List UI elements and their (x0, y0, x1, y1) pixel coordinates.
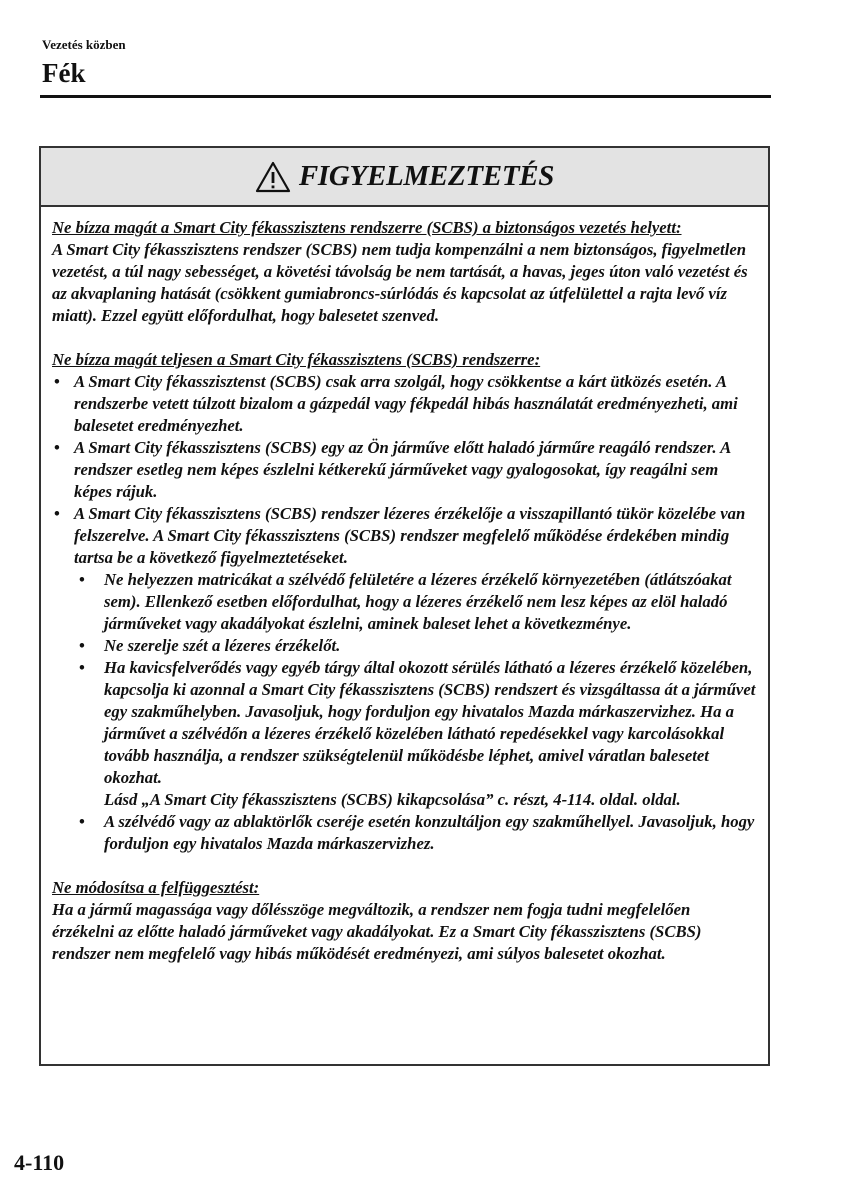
sub-list-item: • A szélvédő vagy az ablaktörlők cseréje esetén konzultáljon egy szakműhellyel. Javasoljuk, hogy forduljon egy hivatalos Mazda márkaszervizhez. (74, 811, 756, 855)
list-item (52, 503, 756, 855)
block1-text: A Smart City fékasszisztens rendszer (SCBS) nem tudja kompenzálni a nem biztonságos, figyelmetlen vezetést, a túl nagy sebességet, a követési távolság be nem tartását, a havas, jeges úton való vezetést és az akvaplaning hatását (csökkent gumiabroncs-súrlódás és kapcsolat az útfelülettel a rajta levő víz miatt). Ezzel együtt előfordulhat, hogy balesetet szenved. (52, 240, 748, 325)
warning-header (41, 148, 768, 207)
block2-heading: Ne bízza magát teljesen a Smart City fékasszisztens (SCBS) rendszerre: (52, 350, 541, 369)
list-item: • A Smart City fékasszisztenst (SCBS) csak arra szolgál, hogy csökkentse a kárt ütközés esetén. A rendszerbe vetett túlzott bizalom a gázpedál vagy fékpedál hibás használatát eredményezheti, ami balesetet eredményezhet. (52, 371, 756, 437)
block3-heading: Ne módosítsa a felfüggesztést: (52, 878, 260, 897)
warning-triangle-icon (255, 161, 291, 193)
sub-list-item-text: Ha kavicsfelverődés vagy egyéb tárgy által okozott sérülés látható a lézeres érzékelő közelében, kapcsolja ki azonnal a Smart City fékasszisztens (SCBS) rendszert és vizsgáltassa át a járművet egy szakműhelyben. Javasoljuk, hogy forduljon egy hivatalos Mazda márkaszervizhez. Ha a járművet a szélvédőn a lézeres érzékelő közelében látható repedésekkel vagy karcolásokkal tovább használja, a rendszer szükségtelenül működésbe léphet, amivel váratlan balesetet okozhat. (104, 658, 756, 787)
warning-box (39, 146, 770, 1066)
bullet-list (52, 371, 756, 855)
warning-title: FIGYELMEZTETÉS (298, 160, 555, 192)
list-item-text: A Smart City fékasszisztens (SCBS) rendszer lézeres érzékelője a visszapillantó tükör közelébe van felszerelve. A Smart City fékasszisztens (SCBS) rendszer megfelelő működése érdekében mindig tartsa be a következő figyelmeztetéseket. (74, 504, 746, 567)
block1-heading: Ne bízza magát a Smart City fékasszisztens rendszerre (SCBS) a biztonságos vezetés helyett: (52, 218, 682, 237)
list-item: • A Smart City fékasszisztens (SCBS) egy az Ön járműve előtt haladó járműre reagáló rendszer. A rendszer esetleg nem képes észlelni kétkerekű járműveket vagy gyalogosokat, így reagálni sem képes rájuk. (52, 437, 756, 503)
sub-list-item: • Ne szerelje szét a lézeres érzékelőt. (74, 635, 756, 657)
page-title: Fék (42, 58, 86, 88)
block3-text: Ha a jármű magassága vagy dőlésszöge megváltozik, a rendszer nem fogja tudni megfelelően érzékelni az előtte haladó járműveket vagy akadályokat. Ez a Smart City fékasszisztens (SCBS) rendszer nem megfelelő vagy hibás működését eredményezi, ami súlyos balesetet okozhat. (52, 900, 702, 963)
cross-reference: Lásd „A Smart City fékasszisztens (SCBS) kikapcsolása” c. részt, 4-114. oldal. oldal. (104, 790, 681, 809)
sub-list-item (74, 657, 756, 811)
title-divider (40, 95, 771, 98)
section-label: Vezetés közben (42, 37, 126, 52)
page-number: 4-110 (14, 1150, 65, 1175)
sub-list-item: • Ne helyezzen matricákat a szélvédő felületére a lézeres érzékelő környezetében (átlátszóakat sem). Ellenkező esetben előfordulhat, hogy a lézeres érzékelő nem lesz képes az elöl haladó járműveket vagy akadályokat észlelni, aminek baleset lehet a következménye. (74, 569, 756, 635)
warning-body (41, 207, 768, 965)
sub-bullet-list (74, 569, 756, 855)
